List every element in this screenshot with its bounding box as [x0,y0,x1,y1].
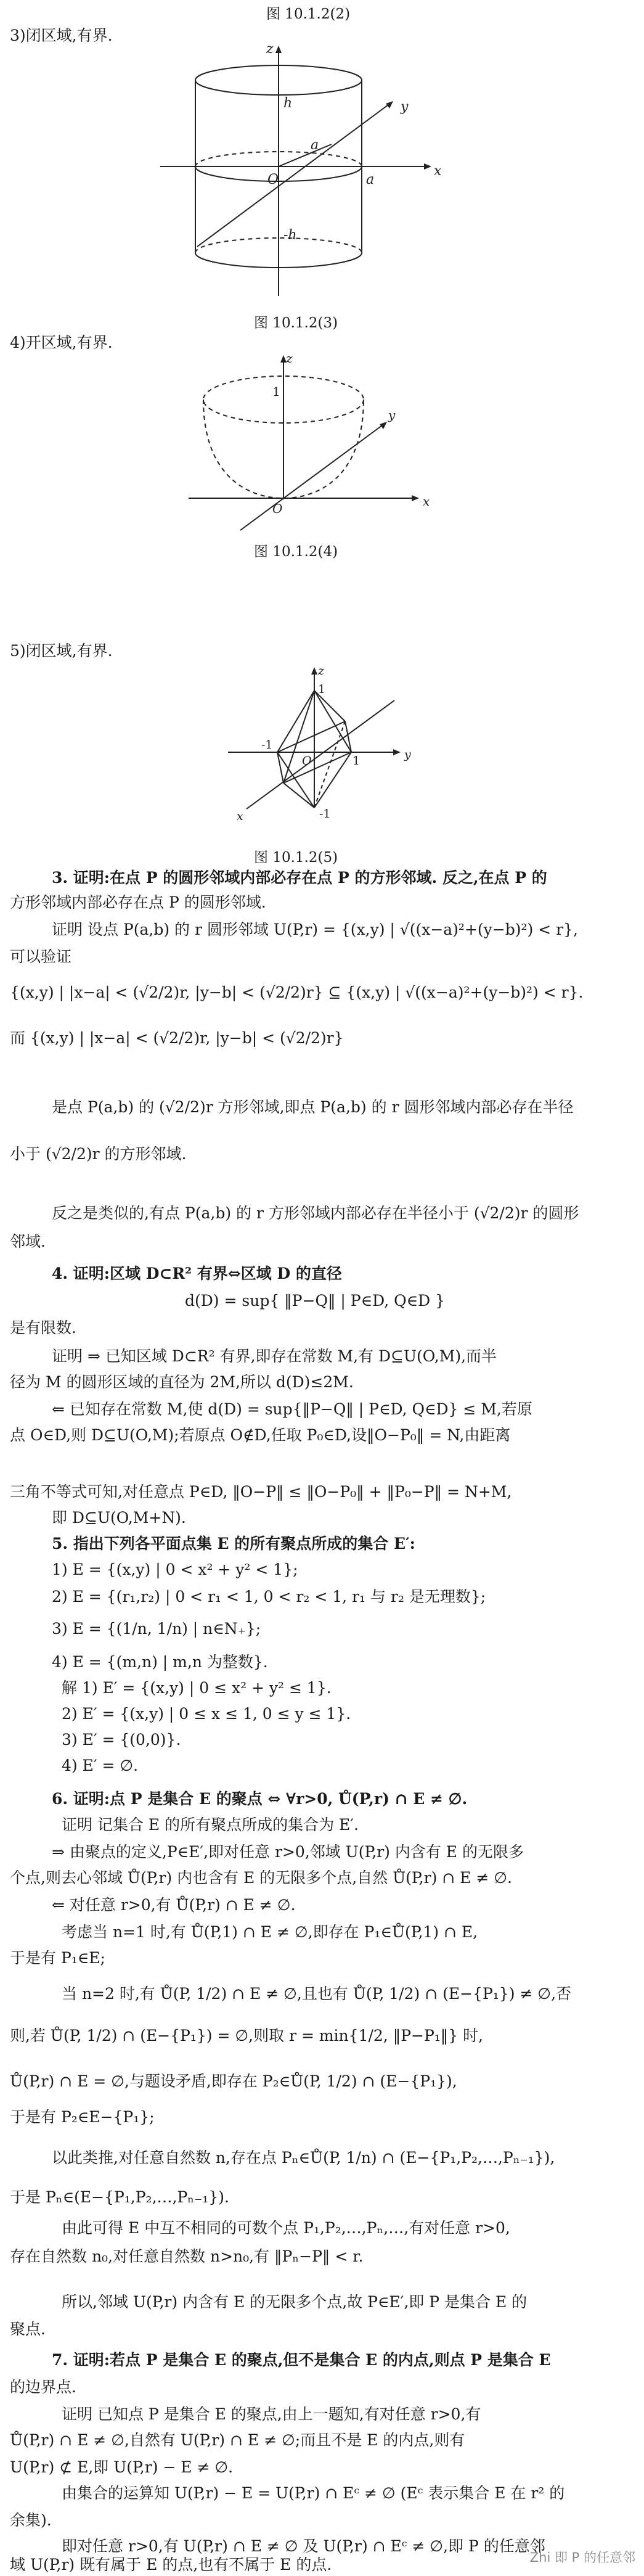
problem-3-line-10: 邻域. [10,1233,46,1250]
problem-5-line-8: 3) E′ = {(0,0)}. [62,1731,181,1749]
problem-7-line-2: 的边界点. [10,2378,76,2396]
axis-label: -1 [261,738,273,752]
figure-caption-4: 图 10.1.2(4) [254,544,338,560]
problem-4-line-3: 是有限数. [10,1319,76,1337]
axis-label: x [237,810,243,823]
axis-label: x [423,494,430,509]
problem-5-line-7: 2) E′ = {(x,y) | 0 ≤ x ≤ 1, 0 ≤ y ≤ 1}. [62,1705,351,1723]
problem-6-line-12: 以此类推,对任意自然数 n,存在点 Pₙ∈Ů(P, 1/n) ∩ (E−{P₁,P₂,…,Pₙ₋₁}), [52,2149,555,2167]
problem-4-line-2: d(D) = sup{ ‖P−Q‖ | P∈D, Q∈D } [185,1292,446,1310]
problem-3-line-4: 可以验证 [10,948,72,966]
problem-3-line-2: 方形邻域内部必存在点 P 的圆形邻域. [10,893,266,911]
problem-6-line-6: 考虑当 n=1 时,有 Ů(P,1) ∩ E ≠ ∅,即存在 P₁∈Ů(P,1) ∩ E, [62,1923,478,1941]
problem-6-line-5: ⇐ 对任意 r>0,有 Ů(P,r) ∩ E ≠ ∅. [52,1896,296,1914]
problem-7-line-9: 域 U(P,r) 既有属于 E 的点,也有不属于 E 的点. [10,2556,332,2574]
problem-6-line-17: 聚点. [10,2320,46,2338]
axis-label: -h [283,228,297,243]
watermark: Zhi 即 P 的任意邻 [529,2550,635,2565]
axis-label: z [318,666,325,678]
problem-6-line-8: 当 n=2 时,有 Ů(P, 1/2) ∩ E ≠ ∅,且也有 Ů(P, 1/2) ∩ (E−{P₁}) ≠ ∅,否 [62,1985,572,2003]
problem-4-line-4: 证明 ⇒ 已知区域 D⊂R² 有界,即存在常数 M,有 D⊆U(O,M),而半 [52,1347,497,1365]
problem-7-line-1: 7. 证明:若点 P 是集合 E 的聚点,但不是集合 E 的内点,则点 P 是集合 E [52,2351,551,2369]
problem-3-line-3: 证明 设点 P(a,b) 的 r 圆形邻域 U(P,r) = {(x,y) | √((x−a)²+(y−b)²) < r}, [52,921,578,938]
problem-3-line-7: 是点 P(a,b) 的 (√2/2)r 方形邻域,即点 P(a,b) 的 r 圆形邻域内部必存在半径 [52,1098,574,1116]
problem-7-line-4: Ů(P,r) ∩ E ≠ ∅,自然有 U(P,r) ∩ E ≠ ∅;而且不是 E 的内点,则有 [10,2431,465,2449]
problem-7-line-8: 即对任意 r>0,有 U(P,r) ∩ E ≠ ∅ 及 U(P,r) ∩ Eᶜ ≠ ∅,即 P 的任意邻 [62,2537,545,2555]
axis-label: h [283,96,293,111]
problem-7-line-6: 由集合的运算知 U(P,r) − E = U(P,r) ∩ Eᶜ ≠ ∅ (Eᶜ 表示集合 E 在 r² 的 [62,2484,565,2502]
problem-7-line-3: 证明 已知点 P 是集合 E 的聚点,由上一题知,有对任意 r>0,有 [62,2405,481,2423]
problem-6-line-4: 个点,则去心邻域 Ů(P,r) 内也含有 E 的无限多个点,自然 Ů(P,r) ∩ E ≠ ∅. [10,1869,512,1887]
axis-label: 1 [318,683,326,696]
problem-6-line-10: Ů(P,r) ∩ E = ∅,与题设矛盾,即存在 P₂∈Ů(P, 1/2) ∩ (E−{P₁}), [10,2072,457,2090]
figure-caption-2: 图 10.1.2(2) [266,6,351,22]
problem-6-line-3: ⇒ 由聚点的定义,P∈E′,即对任意 r>0,邻域 U(P,r) 内含有 E 的无限多 [52,1843,524,1861]
figure-heading-3: 3)闭区域,有界. [10,27,113,44]
axis-label: O [267,172,279,187]
axis-label: y [401,99,409,115]
axis-label: O [302,754,312,768]
problem-6-line-16: 所以,邻域 U(P,r) 内含有 E 的无限多个点,故 P∈E′,即 P 是集合 E 的 [62,2293,528,2311]
problem-6-line-14: 由此可得 E 中互不相同的可数个点 P₁,P₂,…,Pₙ,…,有对任意 r>0, [62,2219,510,2237]
hemisphere-figure [185,351,444,536]
problem-6-line-13: 于是 Pₙ∈(E−{P₁,P₂,…,Pₙ₋₁}). [10,2188,229,2206]
problem-4-line-6: ⇐ 已知存在常数 M,使 d(D) = sup{‖P−Q‖ | P∈D, Q∈D} ≤ M,若原 [52,1400,532,1418]
axis-label: 1 [353,754,361,768]
problem-3-line-1: 3. 证明:在点 P 的圆形邻域内部必存在点 P 的方形邻域. 反之,在点 P 的 [52,869,547,887]
figure-heading-4: 4)开区域,有界. [10,334,113,351]
figure-caption-5: 图 10.1.2(5) [254,850,338,866]
problem-6-line-15: 存在自然数 n₀,对任意自然数 n>n₀,有 ‖Pₙ−P‖ < r. [10,2247,364,2265]
problem-7-line-5: U(P,r) ⊄ E,即 U(P,r) − E ≠ ∅. [10,2458,234,2476]
axis-label: O [272,501,283,516]
axis-label: -1 [319,807,331,821]
problem-7-line-7: 余集). [10,2511,52,2529]
problem-5-line-9: 4) E′ = ∅. [62,1757,139,1774]
problem-5-line-2: 1) E = {(x,y) | 0 < x² + y² < 1}; [52,1561,298,1578]
problem-5-line-6: 解 1) E′ = {(x,y) | 0 ≤ x² + y² ≤ 1}. [62,1679,332,1697]
problem-5-line-4: 3) E = {(1/n, 1/n) | n∈N₊}; [52,1620,261,1638]
problem-3-line-5: {(x,y) | |x−a| < (√2/2)r, |y−b| < (√2/2)r} ⊆ {(x,y) | √((x−a)²+(y−b)²) < r}. [10,983,584,1001]
problem-4-line-5: 径为 M 的圆形区域的直径为 2M,所以 d(D)≤2M. [10,1373,354,1391]
axis-label: y [404,748,411,761]
problem-3-line-6: 而 {(x,y) | |x−a| < (√2/2)r, |y−b| < (√2/2)r} [10,1029,344,1047]
problem-3-line-9: 反之是类似的,有点 P(a,b) 的 r 方形邻域内部必存在半径小于 (√2/2)r 的圆形 [52,1204,579,1222]
figure-caption-3: 图 10.1.2(3) [254,315,338,331]
problem-4-line-1: 4. 证明:区域 D⊂R² 有界⇔区域 D 的直径 [52,1265,342,1282]
axis-label: x [434,163,442,179]
problem-5-line-5: 4) E = {(m,n) | m,n 为整数}. [52,1653,268,1671]
axis-label: a [311,137,319,153]
axis-label: a [366,172,375,187]
problem-6-line-9: 则,若 Ů(P, 1/2) ∩ (E−{P₁}) = ∅,则取 r = min{1/2, ‖P−P₁‖} 时, [10,2027,484,2045]
problem-4-line-9: 即 D⊆U(O,M+N). [52,1509,186,1527]
axis-label: z [286,351,293,366]
problem-5-line-3: 2) E = {(r₁,r₂) | 0 < r₁ < 1, 0 < r₂ < 1, r₁ 与 r₂ 是无理数}; [52,1588,486,1606]
octahedron-figure [210,666,431,826]
cylinder-figure [136,43,456,302]
axis-label: z [266,43,274,57]
problem-6-line-11: 于是有 P₂∈E−{P₁}; [10,2108,155,2126]
problem-5-line-1: 5. 指出下列各平面点集 E 的所有聚点所成的集合 E′: [52,1535,415,1553]
problem-3-line-8: 小于 (√2/2)r 的方形邻域. [10,1145,187,1163]
problem-6-line-7: 于是有 P₁∈E; [10,1949,105,1967]
problem-6-line-1: 6. 证明:点 P 是集合 E 的聚点 ⇔ ∀r>0, Ů(P,r) ∩ E ≠ ∅. [52,1790,468,1808]
figure-heading-5: 5)闭区域,有界. [10,642,113,660]
axis-label: 1 [272,384,280,399]
problem-4-line-8: 三角不等式可知,对任意点 P∈D, ‖O−P‖ ≤ ‖O−P₀‖ + ‖P₀−P‖ = N+M, [10,1483,512,1501]
problem-6-line-2: 证明 记集合 E 的所有聚点所成的集合为 E′. [62,1816,359,1834]
axis-label: y [388,408,396,422]
problem-4-line-7: 点 O∈D,则 D⊆U(O,M);若原点 O∉D,任取 P₀∈D,设‖O−P₀‖ = N,由距离 [10,1426,511,1444]
